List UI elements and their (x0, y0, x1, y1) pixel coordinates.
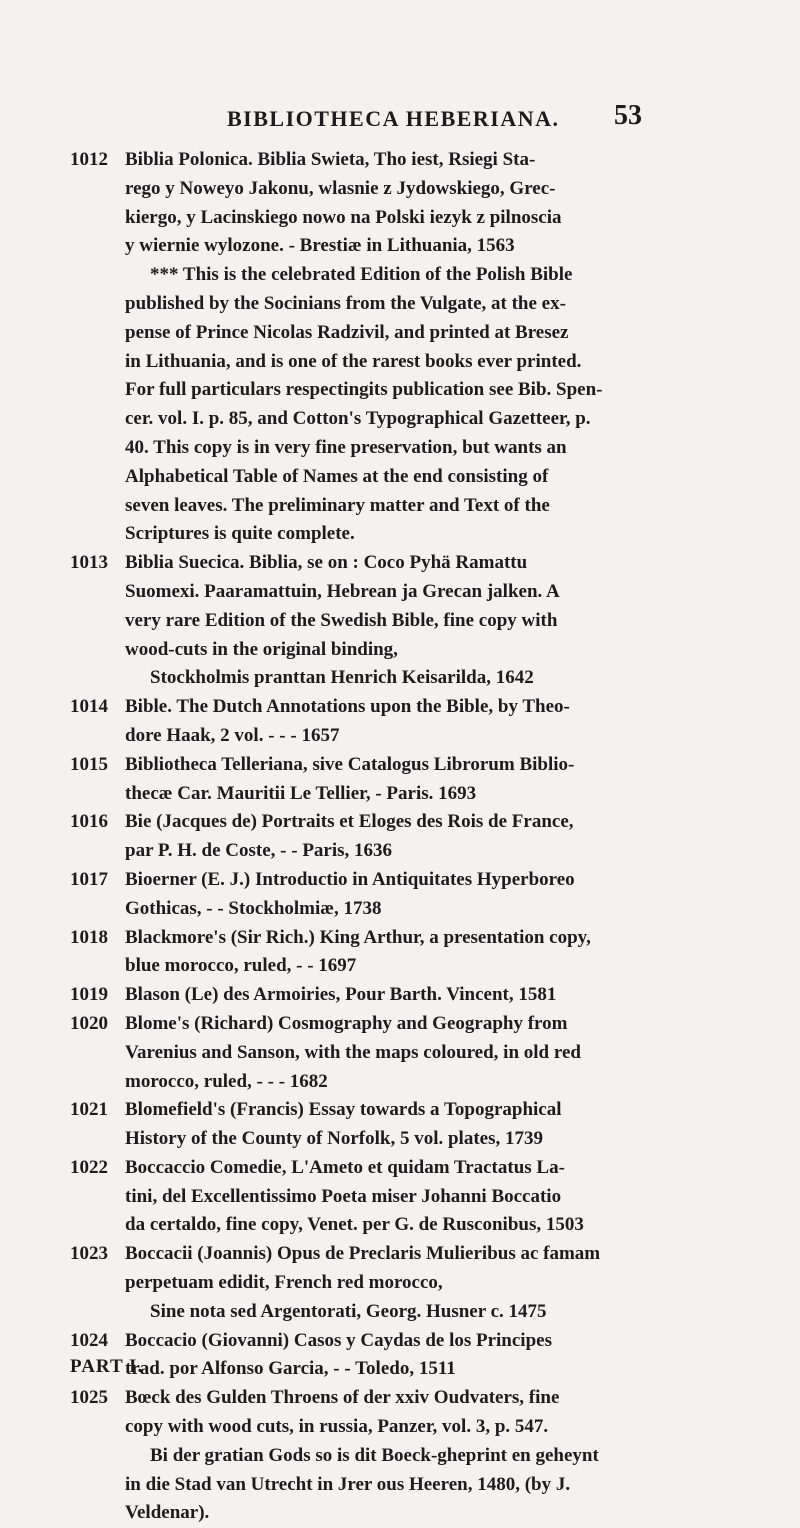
entry-line: Bie (Jacques de) Portraits et Eloges des Rois de France, (125, 811, 574, 833)
entry-line: Bibliotheca Telleriana, sive Catalogus Librorum Biblio- (125, 753, 575, 775)
entry-line: Blackmore's (Sir Rich.) King Arthur, a presentation copy, (125, 926, 591, 948)
entry-line: For full particulars respectingits publication see Bib. Spen- (125, 379, 603, 401)
entry-line: Blason (Le) des Armoiries, Pour Barth. Vincent, 1581 (125, 984, 557, 1006)
entry-line: Suomexi. Paaramattuin, Hebrean ja Grecan jalken. A (125, 580, 560, 602)
lot-number: 1022 (70, 1156, 108, 1178)
entry-line: Gothicas, - - Stockholmiæ, 1738 (125, 897, 382, 919)
catalogue-entry (0, 146, 800, 549)
entry-line: published by the Socinians from the Vulgate, at the ex- (125, 292, 566, 314)
entry-line: seven leaves. The preliminary matter and Text of the (125, 494, 550, 516)
entry-line: 40. This copy is in very fine preservation, but wants an (125, 436, 567, 458)
entry-line: wood-cuts in the original binding, (125, 638, 398, 660)
catalogue-entry (0, 924, 800, 982)
entry-line: Bible. The Dutch Annotations upon the Bible, by Theo- (125, 696, 570, 718)
catalogue-entry (0, 866, 800, 924)
entry-line: tini, del Excellentissimo Poeta miser Johanni Boccatio (125, 1185, 562, 1207)
entry-line: kiergo, y Lacinskiego nowo na Polski iezyk z pilnoscia (125, 206, 562, 228)
entry-line: y wiernie wylozone. - Brestiæ in Lithuania, 1563 (125, 235, 515, 257)
entry-line: pense of Prince Nicolas Radzivil, and printed at Bresez (125, 321, 569, 343)
lot-number: 1013 (70, 552, 108, 574)
catalogue-entry (0, 808, 800, 866)
lot-number: 1012 (70, 149, 108, 170)
lot-number: 1015 (70, 753, 108, 775)
page-number: 53 (614, 100, 642, 131)
entry-line: Bœck des Gulden Throens of der xxiv Oudvaters, fine (125, 1387, 560, 1409)
entry-line: Stockholmis pranttan Henrich Keisarilda, 1642 (150, 667, 534, 689)
entry-line: Varenius and Sanson, with the maps coloured, in old red (125, 1041, 581, 1063)
entry-line: Boccacii (Joannis) Opus de Preclaris Mulieribus ac famam (125, 1243, 601, 1265)
entry-line: Biblia Polonica. Biblia Swieta, Tho iest, Rsiegi Sta- (125, 149, 536, 170)
catalogue-entry (0, 549, 800, 693)
catalogue-entry (0, 1384, 800, 1528)
entry-line: Boccacio (Giovanni) Casos y Caydas de los Principes (125, 1329, 552, 1351)
lot-number: 1016 (70, 811, 108, 833)
catalogue-entries (0, 146, 800, 1528)
entry-line: par P. H. de Coste, - - Paris, 1636 (125, 840, 393, 862)
entry-line: Veldenar). (125, 1502, 210, 1524)
lot-number: 1014 (70, 696, 108, 718)
lot-number: 1023 (70, 1243, 108, 1265)
catalogue-entry (0, 1154, 800, 1240)
entry-line: perpetuam edidit, French red morocco, (125, 1272, 443, 1294)
lot-number: 1019 (70, 984, 108, 1006)
entry-line: morocco, ruled, - - - 1682 (125, 1070, 328, 1092)
entry-line: Biblia Suecica. Biblia, se on : Coco Pyhä Ramattu (125, 552, 528, 574)
entry-line: Blomefield's (Francis) Essay towards a Topographical (125, 1099, 562, 1121)
entry-line: dore Haak, 2 vol. - - - 1657 (125, 724, 340, 746)
catalogue-entry (0, 1096, 800, 1154)
entry-line: History of the County of Norfolk, 5 vol. plates, 1739 (125, 1128, 543, 1150)
entry-line: copy with wood cuts, in russia, Panzer, vol. 3, p. 547. (125, 1416, 549, 1438)
entry-line: Bioerner (E. J.) Introductio in Antiquitates Hyperboreo (125, 868, 575, 890)
entry-line: trad. por Alfonso Garcia, - - Toledo, 1511 (125, 1358, 456, 1380)
entry-line: Blome's (Richard) Cosmography and Geography from (125, 1012, 568, 1034)
lot-number: 1024 (70, 1329, 108, 1351)
lot-number: 1017 (70, 868, 108, 890)
lot-number: 1018 (70, 926, 108, 948)
entry-line: cer. vol. I. p. 85, and Cotton's Typographical Gazetteer, p. (125, 408, 591, 430)
entry-line: *** This is the celebrated Edition of the Polish Bible (150, 264, 573, 286)
page-header (0, 100, 800, 140)
running-title: BIBLIOTHECA HEBERIANA. (227, 106, 560, 131)
entry-line: Alphabetical Table of Names at the end consisting of (125, 465, 549, 487)
catalogue-entry (0, 981, 800, 1010)
lot-number: 1020 (70, 1012, 108, 1034)
catalogue-entry (0, 1010, 800, 1096)
catalogue-entry (0, 1240, 800, 1326)
lot-number: 1021 (70, 1099, 108, 1121)
entry-line: in Lithuania, and is one of the rarest books ever printed. (125, 350, 582, 372)
entry-line: Sine nota sed Argentorati, Georg. Husner c. 1475 (150, 1300, 547, 1322)
entry-line: da certaldo, fine copy, Venet. per G. de Rusconibus, 1503 (125, 1214, 584, 1236)
catalogue-entry (0, 751, 800, 809)
entry-line: thecæ Car. Mauritii Le Tellier, - Paris. 1693 (125, 782, 477, 804)
lot-number: 1025 (70, 1387, 108, 1409)
entry-line: rego y Noweyo Jakonu, wlasnie z Jydowskiego, Grec- (125, 177, 556, 199)
entry-line: blue morocco, ruled, - - 1697 (125, 955, 357, 977)
entry-line: Boccaccio Comedie, L'Ameto et quidam Tractatus La- (125, 1156, 565, 1178)
catalogue-entry (0, 693, 800, 751)
entry-line: very rare Edition of the Swedish Bible, fine copy with (125, 609, 558, 631)
entry-line: Scriptures is quite complete. (125, 523, 355, 545)
entry-line: in die Stad van Utrecht in Jrer ous Heeren, 1480, (by J. (125, 1473, 571, 1495)
entry-line: Bi der gratian Gods so is dit Boeck-gheprint en geheynt (150, 1444, 599, 1466)
signature-mark: PART I. (70, 1356, 144, 1377)
